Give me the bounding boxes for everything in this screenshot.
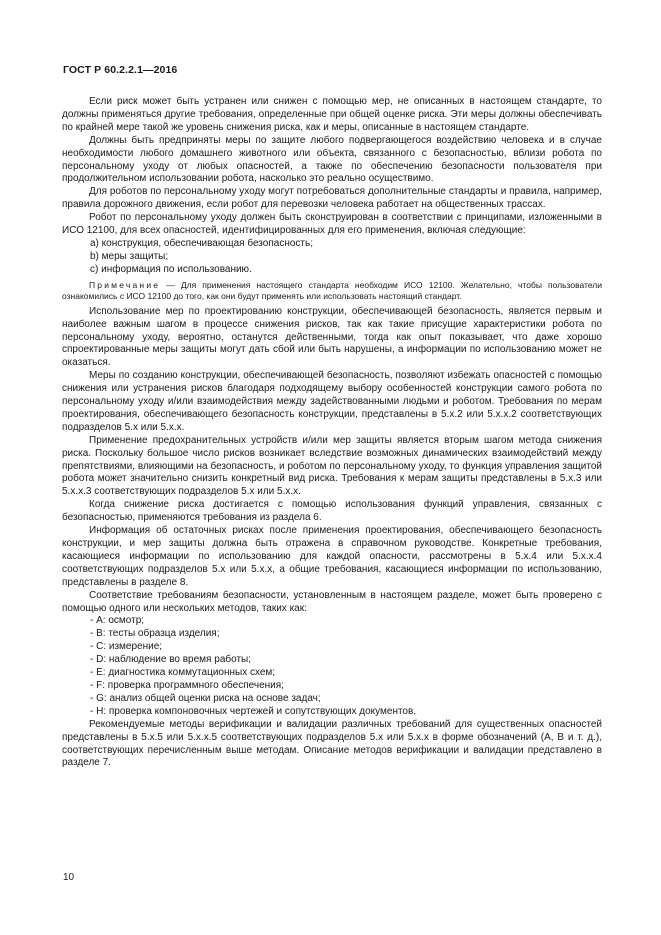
paragraph: Рекомендуемые методы верификации и валидации различных требований для существенных опасностей представлены в 5.x.5 или 5.x.x.5 соответствующих подразделов 5.x или 5.x.x в форме обозначений (А, В и т. д.), соответствующих перечисленным выше методам. Описание методов верификации и валидации представлено в разделе 7.	[62, 718, 602, 769]
method-item: - D: наблюдение во время работы;	[90, 654, 251, 666]
method-item: - Н: проверка компоновочных чертежей и сопутствующих документов.	[90, 705, 417, 717]
note-text: — Для применения настоящего стандарта необходим ИСО 12100. Желательно, чтобы пользователи ознакомились с ИСО 12100 до того, как они будут применять или использовать настоящий стандарт.	[62, 279, 602, 301]
method-item: - F: проверка программного обеспечения;	[90, 679, 284, 691]
standard-header: ГОСТ Р 60.2.2.1—2016	[63, 64, 178, 76]
method-item: - В: тесты образца изделия;	[90, 628, 220, 640]
paragraph: Информация об остаточных рисках после применения проектирования, обеспечивающего безопасность конструкции, и мер защиты должна быть отражена в справочном руководстве. Конкретные требования, касающиеся информации по использованию для каждой опасности, рассмотрены в 5.x.4 или 5.x.x.4 соответствующих подразделов 5.x или 5.x.x, а общие требования, касающиеся информации по использованию, представлены в разделе 8.	[62, 525, 602, 588]
paragraph: Когда снижение риска достигается с помощью использования функций управления, связанных с безопасностью, применяются требования из раздела 6.	[62, 499, 602, 524]
paragraph: Использование мер по проектированию конструкции, обеспечивающей безопасность, является первым и наиболее важным шагом в процессе снижения рисков, так как такие присущие характеристики робота по персональному уходу, вероятно, останутся действенными, тогда как опыт показывает, что даже хорошо спроектированные меры защиты могут дать сбой или быть нарушены, а информации по использованию может не оказаться.	[62, 305, 602, 369]
document-body	[62, 96, 602, 770]
paragraph: Робот по персональному уходу должен быть сконструирован в соответствии с принципами, изложенными в ИСО 12100, для всех опасностей, идентифицированных для его применения, включая следующие:	[62, 212, 602, 237]
paragraph: Меры по созданию конструкции, обеспечивающей безопасность, позволяют избежать опасностей с помощью снижения или устранения рисков благодаря подходящему выбору особенностей конструкции самого робота по персональному уходу и/или взаимодействия между задействованными людьми и роботом. Требования по мерам проектирования, обеспечивающего безопасность конструкции, представлены в 5.x.2 или 5.x.x.2 соответствующих подразделов 5.x или 5.x.x.	[62, 370, 602, 433]
paragraph: Если риск может быть устранен или снижен с помощью мер, не описанных в настоящем стандарте, то должны применяться другие требования, определенные при общей оценке риска. Эти меры должны обеспечивать по крайней мере такой же уровень снижения риска, как и меры, описанные в настоящем стандарте.	[62, 96, 602, 133]
paragraph: Применение предохранительных устройств и/или мер защиты является вторым шагом метода снижения риска. Поскольку большое число рисков возникает вследствие возможных динамических взаимодействий между препятствиями, влияющими на безопасность, и роботом по персональному уходу, то функция управления защитой робота может значительно снизить конкретный вид риска. Требования к мерам защиты представлены в 5.x.3 или 5.x.x.3 соответствующих подразделов 5.x или 5.x.x.	[62, 434, 602, 498]
method-item: - G: анализ общей оценки риска на основе задач;	[90, 692, 321, 704]
note	[62, 280, 602, 302]
method-item: - А: осмотр;	[90, 615, 145, 627]
note-label: Примечание	[89, 279, 161, 290]
method-item: - С: измерение;	[90, 641, 163, 653]
list-item: с) информация по использованию.	[90, 263, 252, 275]
list-item: b) меры защиты;	[90, 250, 169, 262]
paragraph: Для роботов по персональному уходу могут потребоваться дополнительные стандарты и правила, например, правила дорожного движения, если робот для перевозки человека работает на общественных трассах.	[62, 186, 602, 211]
paragraph: Соответствие требованиям безопасности, установленным в настоящем разделе, может быть проверено с помощью одного или нескольких методов, таких как:	[62, 589, 602, 614]
page-number: 10	[63, 872, 75, 883]
paragraph: Должны быть предприняты меры по защите любого подвергающегося воздействию человека и в случае необходимости любого домашнего животного или объекта, связанного с безопасностью, вблизи робота по персональному уходу от любых опасностей, а также по обеспечению безопасности пользователя при продолжительном использовании робота, насколько это реально осуществимо.	[62, 134, 602, 185]
method-item: - Е: диагностика коммутационных схем;	[90, 667, 276, 679]
list-item: а) конструкция, обеспечивающая безопасность;	[90, 237, 313, 249]
